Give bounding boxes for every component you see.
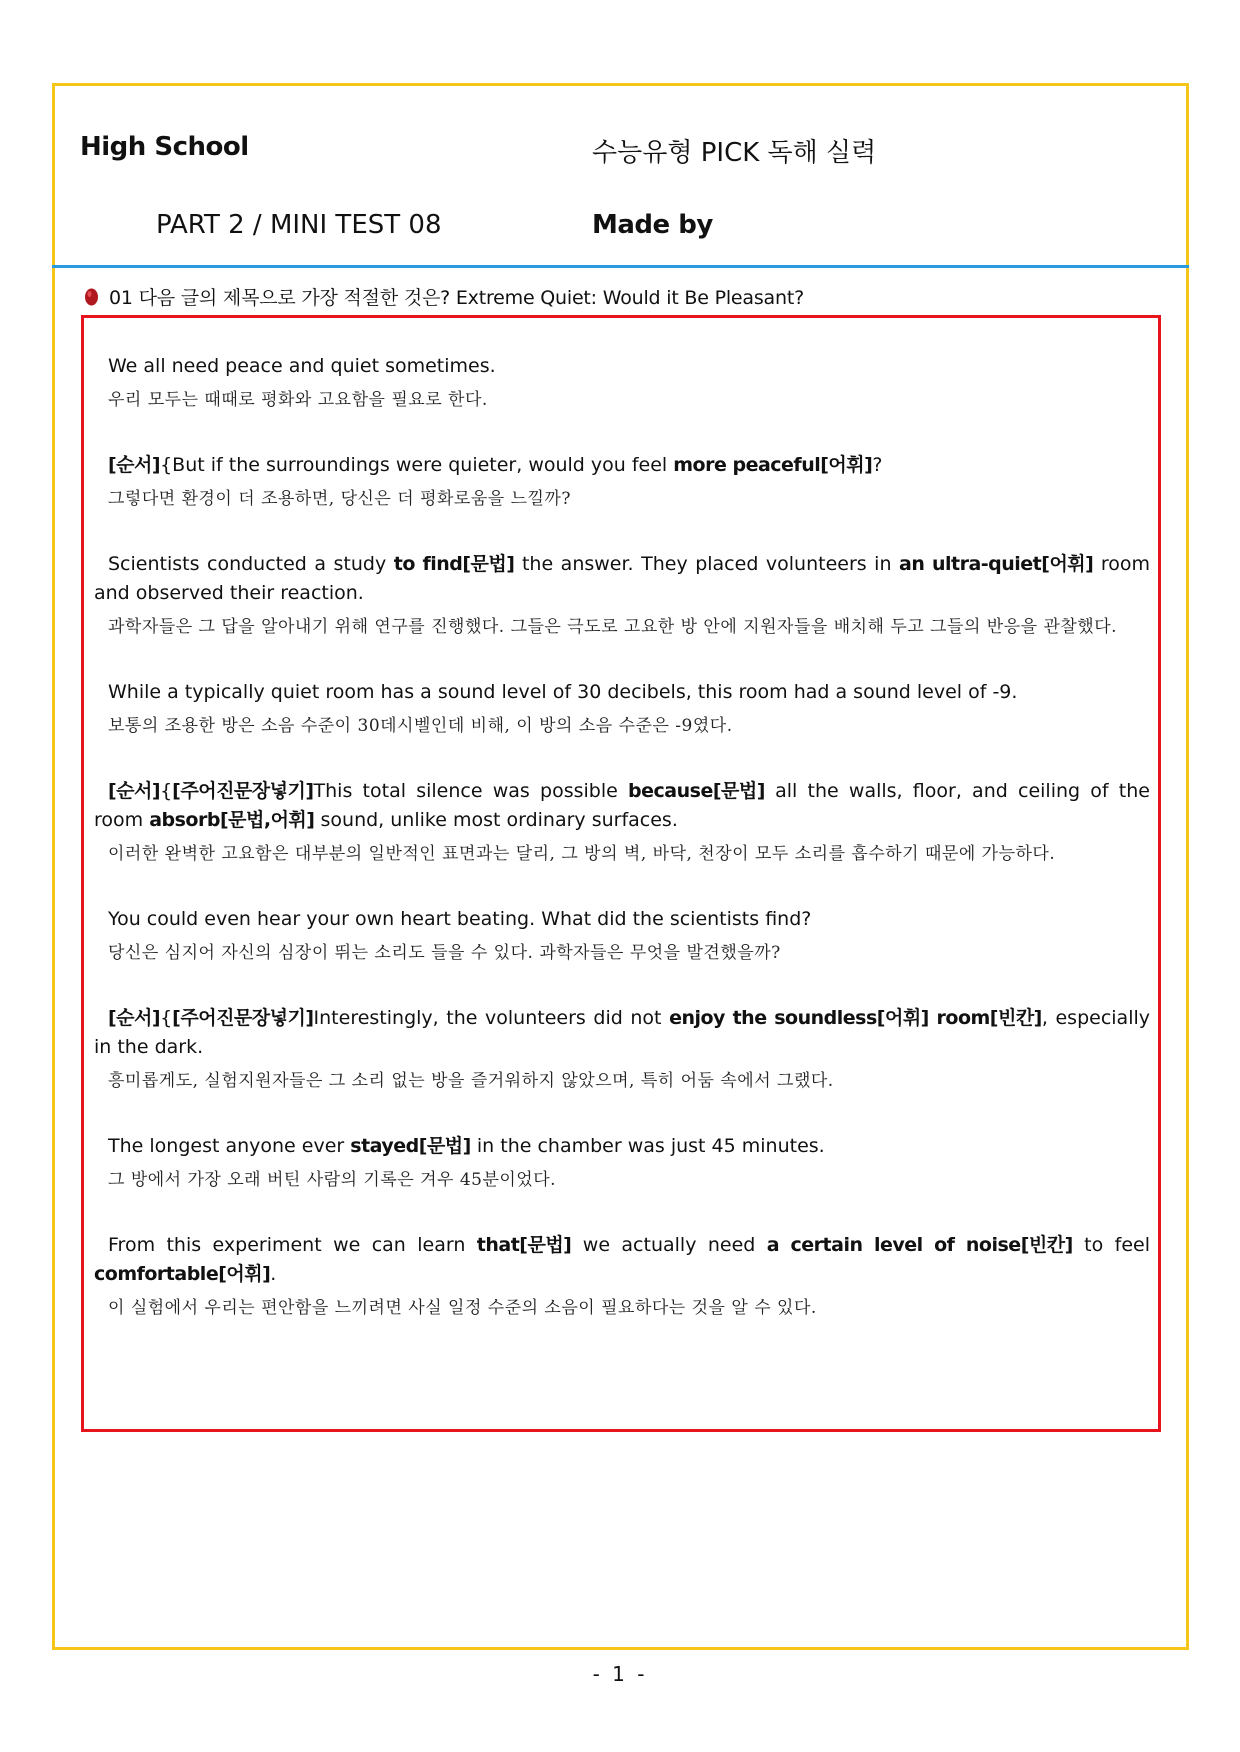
passage-paragraph <box>94 1132 1150 1195</box>
made-by-label: Made by <box>592 210 713 240</box>
sentence-text: This total silence was possible <box>313 780 629 802</box>
sentence-text: we actually need <box>571 1234 767 1256</box>
page-number: - 1 - <box>592 1662 648 1686</box>
passage-paragraph <box>94 678 1150 741</box>
english-sentence <box>94 1004 1150 1062</box>
passage-paragraph <box>94 451 1150 514</box>
tagged-keyword: [순서] <box>108 1007 161 1029</box>
header-divider <box>52 265 1189 268</box>
question-text: 01 다음 글의 제목으로 가장 적절한 것은? Extreme Quiet: Would it Be Pleasant? <box>109 287 804 309</box>
passage-box <box>81 315 1161 1432</box>
question-line <box>84 283 804 310</box>
english-sentence <box>94 352 1150 381</box>
korean-translation: 흥미롭게도, 실험지원자들은 그 소리 없는 방을 즐거워하지 않았으며, 특히 어둠 속에서 그랬다. <box>108 1071 834 1091</box>
english-sentence <box>94 777 1150 835</box>
sentence-text: While a typically quiet room has a sound level of 30 decibels, this room had a sound level of -9. <box>108 681 1018 703</box>
workbook-title: 수능유형 PICK 독해 실력 <box>592 138 877 168</box>
sentence-text: the answer. They placed volunteers in <box>514 553 900 575</box>
tagged-keyword: [순서] <box>108 780 161 802</box>
tagged-keyword: that[문법] <box>476 1234 572 1256</box>
sentence-text: sound, unlike most ordinary surfaces. <box>314 809 678 831</box>
sentence-text: { <box>160 780 173 802</box>
sentence-text: Interestingly, the volunteers did not <box>313 1007 670 1029</box>
korean-translation: 과학자들은 그 답을 알아내기 위해 연구를 진행했다. 그들은 극도로 고요한 방 안에 지원자들을 배치해 두고 그들의 반응을 관찰했다. <box>108 617 1118 637</box>
sentence-text: {But if the surroundings were quieter, would you feel <box>160 454 674 476</box>
sentence-text: The longest anyone ever <box>108 1135 351 1157</box>
tagged-keyword: because[문법] <box>628 780 765 802</box>
sentence-text: { <box>160 1007 173 1029</box>
passage-paragraph <box>94 352 1150 415</box>
part-label: PART 2 / MINI TEST 08 <box>156 210 442 240</box>
passage-paragraph <box>94 1004 1150 1096</box>
tagged-keyword: a certain level of noise[빈칸] <box>766 1234 1073 1256</box>
passage-paragraph <box>94 777 1150 869</box>
red-drop-icon <box>84 287 99 306</box>
sentence-text: We all need peace and quiet sometimes. <box>108 355 496 377</box>
tagged-keyword: [주어진문장넣기] <box>172 780 314 802</box>
korean-translation: 보통의 조용한 방은 소음 수준이 30데시벨인데 비해, 이 방의 소음 수준은 -9였다. <box>108 716 733 736</box>
sentence-text: , especially in the dark. <box>94 1007 1151 1058</box>
english-sentence <box>94 1132 1150 1161</box>
sentence-text: all the walls, floor, and ceiling of the room <box>94 780 1150 831</box>
english-sentence <box>94 550 1150 608</box>
korean-translation: 우리 모두는 때때로 평화와 고요함을 필요로 한다. <box>108 390 488 410</box>
sentence-text: From this experiment we can learn <box>108 1234 477 1256</box>
korean-translation: 당신은 심지어 자신의 심장이 뛰는 소리도 들을 수 있다. 과학자들은 무엇을 발견했을까? <box>108 943 781 963</box>
english-sentence <box>94 678 1150 707</box>
tagged-keyword: stayed[문법] <box>350 1135 471 1157</box>
tagged-keyword: more peaceful[어휘] <box>673 454 873 476</box>
english-sentence <box>94 451 1150 480</box>
sentence-text: Scientists conducted a study <box>108 553 394 575</box>
passage-paragraph <box>94 550 1150 642</box>
passage-paragraph <box>94 905 1150 968</box>
tagged-keyword: absorb[문법,어휘] <box>149 809 315 831</box>
english-sentence <box>94 905 1150 934</box>
tagged-keyword: [주어진문장넣기] <box>172 1007 314 1029</box>
tagged-keyword: [순서] <box>108 454 161 476</box>
tagged-keyword: to find[문법] <box>393 553 515 575</box>
english-sentence <box>94 1231 1150 1289</box>
passage-paragraph <box>94 1231 1150 1323</box>
sentence-text: room and observed their reaction. <box>94 553 1151 604</box>
tagged-keyword: comfortable[어휘] <box>94 1263 271 1285</box>
sentence-text: to feel <box>1072 1234 1151 1256</box>
sentence-text: . <box>270 1263 277 1285</box>
sentence-text: You could even hear your own heart beating. What did the scientists find? <box>108 908 812 930</box>
korean-translation: 그렇다면 환경이 더 조용하면, 당신은 더 평화로움을 느낄까? <box>108 489 571 509</box>
korean-translation: 이 실험에서 우리는 편안함을 느끼려면 사실 일정 수준의 소음이 필요하다는 것을 알 수 있다. <box>108 1298 817 1318</box>
school-label: High School <box>80 132 249 162</box>
sentence-text: in the chamber was just 45 minutes. <box>470 1135 825 1157</box>
korean-translation: 이러한 완벽한 고요함은 대부분의 일반적인 표면과는 달리, 그 방의 벽, 바닥, 천장이 모두 소리를 흡수하기 때문에 가능하다. <box>108 844 1056 864</box>
sentence-text: ? <box>872 454 883 476</box>
korean-translation: 그 방에서 가장 오래 버틴 사람의 기록은 겨우 45분이었다. <box>108 1170 557 1190</box>
tagged-keyword: enjoy the soundless[어휘] room[빈칸] <box>669 1007 1042 1029</box>
tagged-keyword: an ultra-quiet[어휘] <box>899 553 1094 575</box>
